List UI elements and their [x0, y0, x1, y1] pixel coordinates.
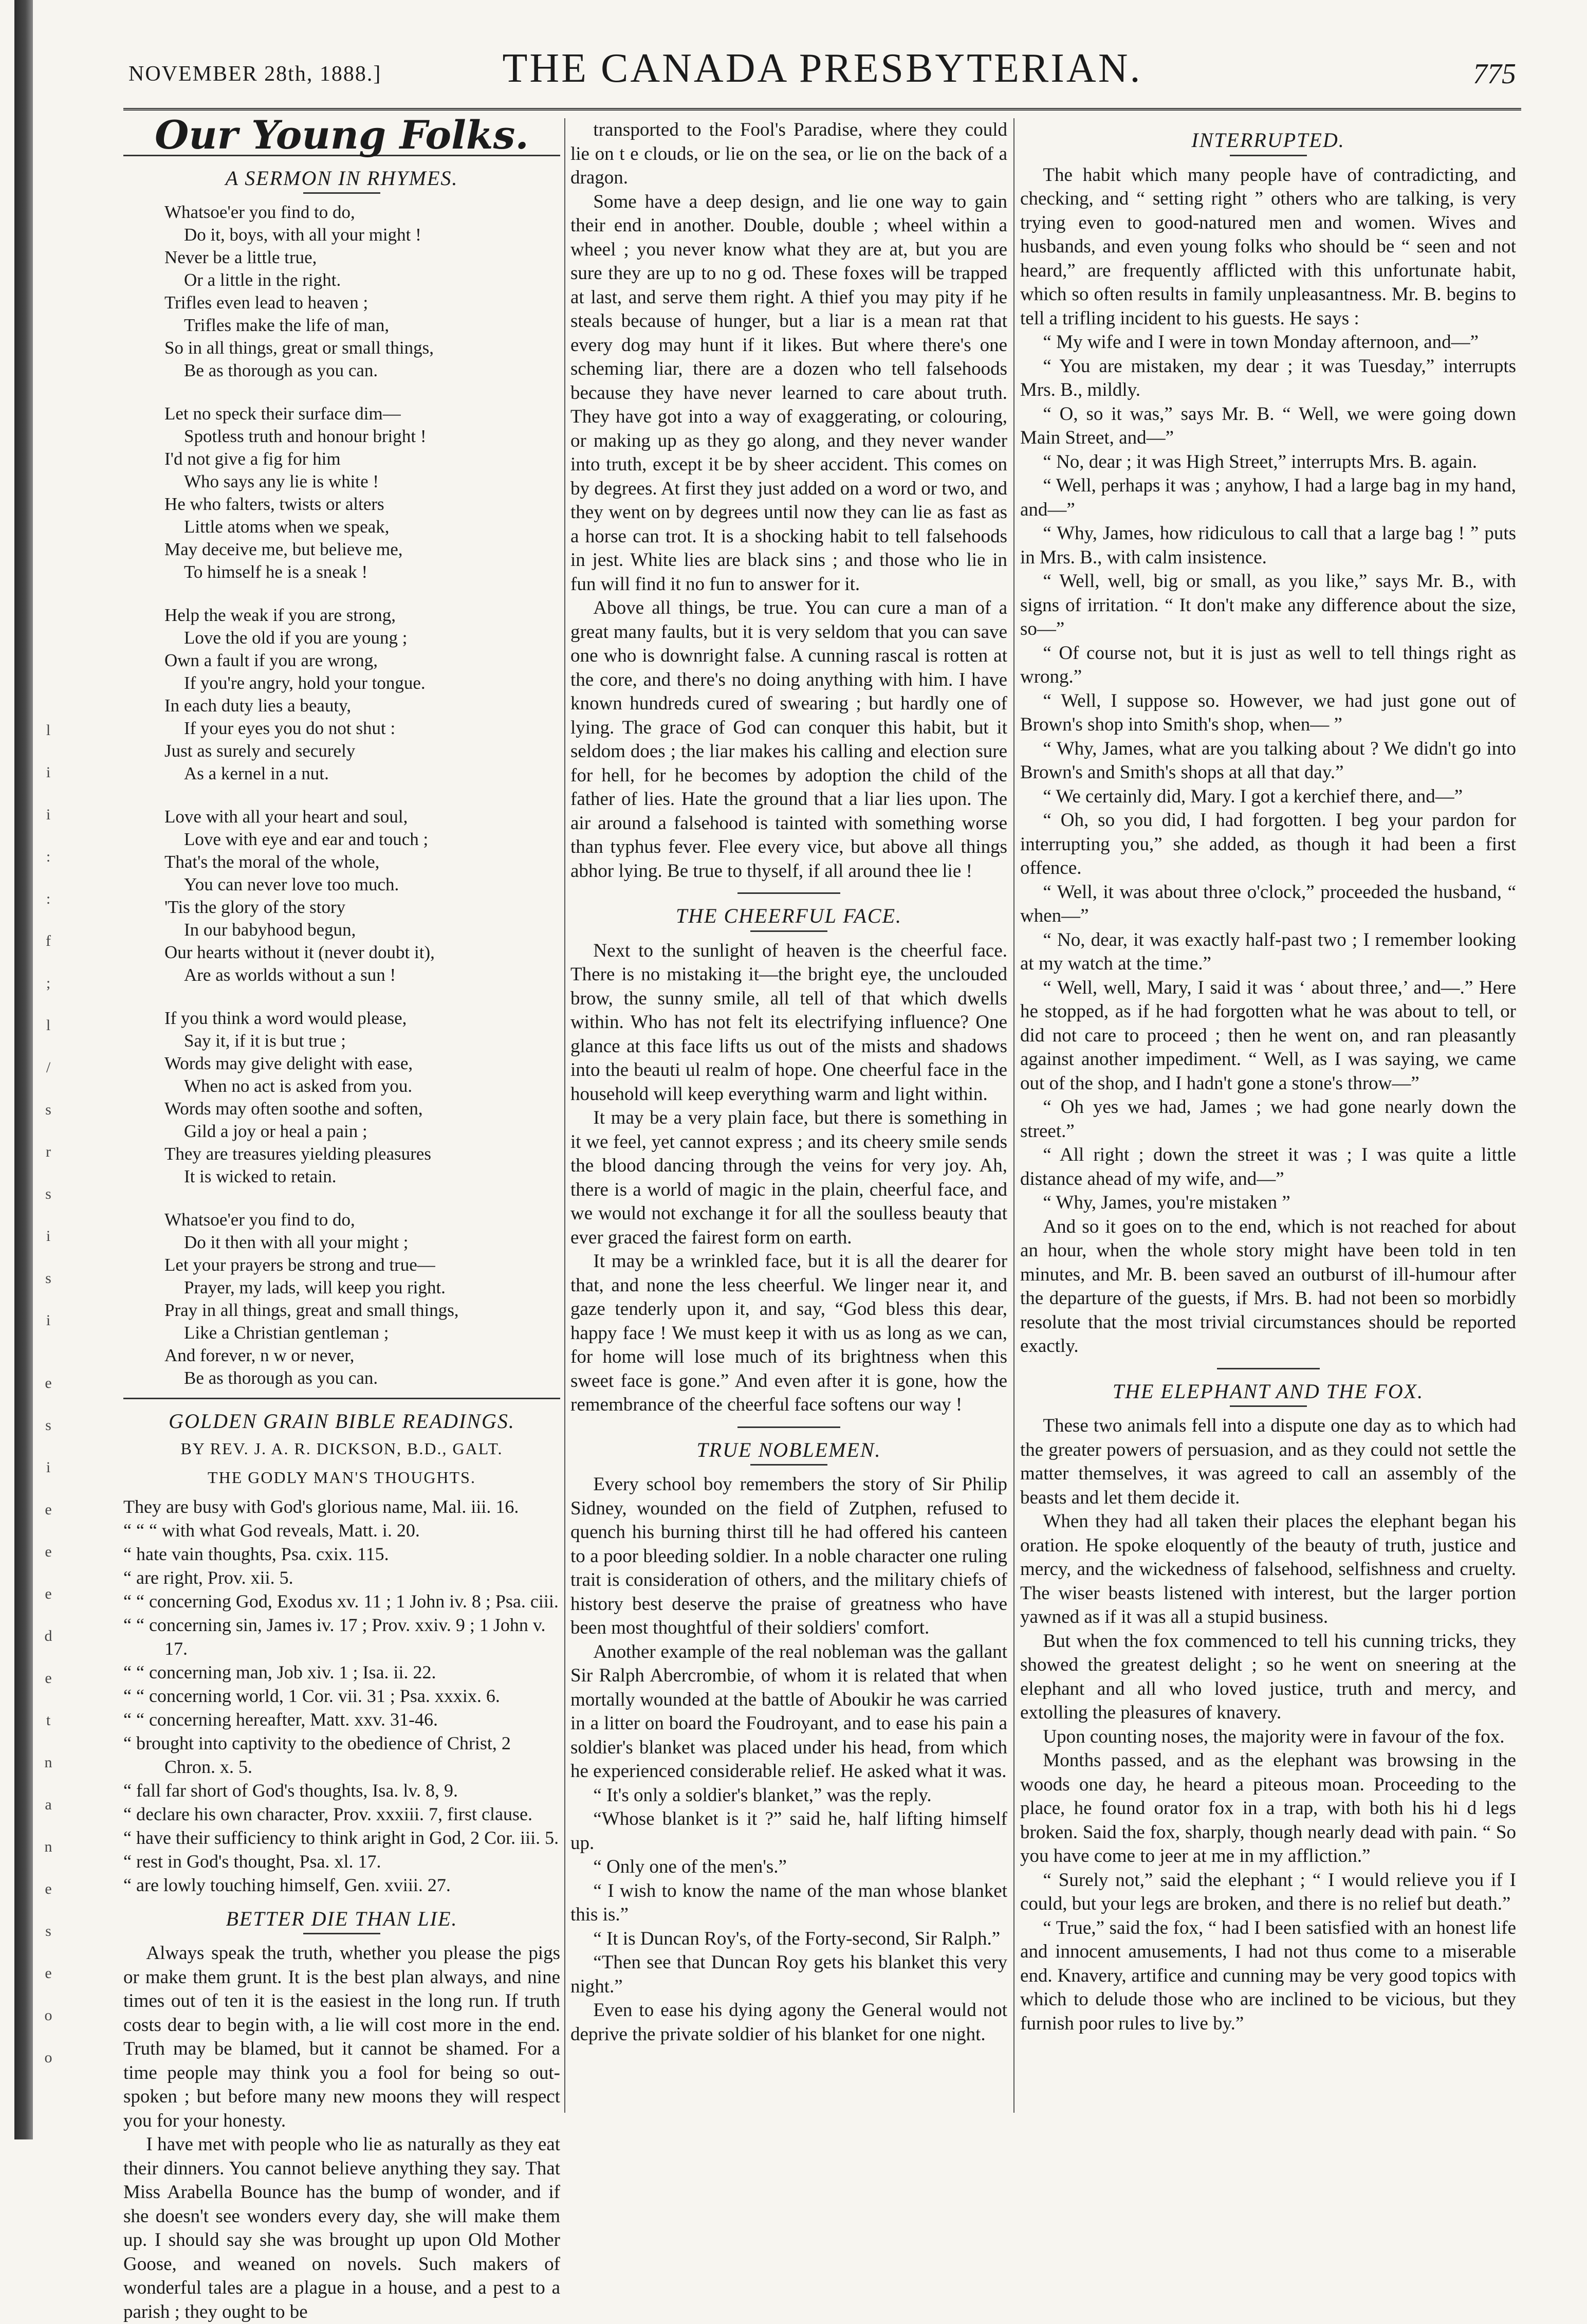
poem-line: Whatsoe'er you find to do,	[164, 202, 355, 222]
margin-mark: o	[44, 2049, 52, 2066]
margin-mark: e	[45, 1670, 52, 1687]
reading-line: “ “ concerning man, Job xiv. 1 ; Isa. ii. 22.	[123, 1661, 436, 1682]
poem-line: Are as worlds without a sun !	[184, 965, 396, 985]
title-rule	[750, 1464, 827, 1466]
poem-line: Just as surely and securely	[164, 741, 356, 761]
reading-line: “ “ concerning world, 1 Cor. vii. 31 ; Psa. xxxix. 6.	[123, 1685, 500, 1706]
margin-mark: i	[46, 1459, 51, 1476]
paragraph: Above all things, be true. You can cure a man of a great many faults, but it is very seldom that you can save one who is downright false. A cunning rascal is rotten at the core, and there's no doing anything with him. I have known hundreds cured of swearing ; but hardly one of lying. The grace of God can conquer this habit, but it seldom does ; the liar makes his calling and election sure for hell, for he becomes by adoption the child of the father of lies. Hate the ground that a liar lies upon. The air around a falsehood is tainted with something worse than typhus fever. Flee every vice, but above all things abhor lying. Be true to thyself, if all around thee lie !	[570, 597, 1007, 882]
page-header	[128, 31, 1516, 93]
margin-mark: :	[46, 848, 51, 865]
poem-line: Let your prayers be strong and true—	[164, 1255, 435, 1275]
paragraph: “ Only one of the men's.”	[593, 1856, 787, 1877]
reading-line: “ are right, Prov. xii. 5.	[123, 1567, 293, 1588]
section-title: Our Young Folks.	[155, 112, 529, 158]
paragraph: “ Why, James, how ridiculous to call that a large bag ! ” puts in Mrs. B., with calm insistence.	[1020, 523, 1516, 568]
paragraph: “ All right ; down the street it was ; I was quite a little distance ahead of my wife, and—”	[1020, 1144, 1516, 1190]
reading-line: “ are lowly touching himself, Gen. xviii. 27.	[123, 1874, 451, 1895]
margin-mark: s	[45, 1185, 51, 1202]
article-rule	[737, 1426, 840, 1428]
poem-line: Love with all your heart and soul,	[164, 807, 408, 827]
poem-line: Words may give delight with ease,	[164, 1053, 413, 1073]
paragraph: “ I wish to know the name of the man whose blanket this is.”	[570, 1880, 1007, 1925]
paragraph: The habit which many people have of contradicting, and checking, and “ setting right ” others who are talking, is very trying even to good-natured men and women. Wives and husbands, and even young folks who should be “ seen and not heard,” are frequently afflicted with this unfortunate habit, which so often results in family unpleasantness. Mr. B. begins to tell a trifling incident to his guests. He says :	[1020, 164, 1516, 329]
article-body	[570, 118, 1007, 883]
poem-line: Pray in all things, great and small things,	[164, 1300, 459, 1320]
poem-line: Words may often soothe and soften,	[164, 1099, 423, 1119]
paragraph: It may be a very plain face, but there is something in it we feel, yet cannot express ; and its cheery smile sends the blood dancing through the veins for very joy. Ah, there is a world of magic in the plain, cheerful face, and we would not exchange it for all the soulless beauty that ever graced the fairest form on earth.	[570, 1107, 1007, 1248]
poem-line: And forever, n w or never,	[164, 1345, 355, 1365]
poem-line: He who falters, twists or alters	[164, 494, 384, 514]
reading-line: “ “ concerning sin, James iv. 17 ; Prov. xxiv. 9 ; 1 John v. 17.	[123, 1614, 546, 1659]
column-rule	[1013, 118, 1014, 2113]
title-rule	[1230, 155, 1307, 156]
paragraph: “ Well, perhaps it was ; anyhow, I had a large bag in my hand, and—”	[1020, 475, 1516, 520]
reading-line: They are busy with God's glorious name, Mal. iii. 16.	[123, 1496, 519, 1517]
article-title: TRUE NOBLEMEN.	[696, 1438, 881, 1461]
paragraph: “ No, dear ; it was High Street,” interrupts Mrs. B. again.	[1043, 451, 1478, 472]
title-rule	[750, 930, 827, 932]
paragraph: “ You are mistaken, my dear ; it was Tuesday,” interrupts Mrs. B., mildly.	[1020, 355, 1516, 400]
reading-line: “ “ “ with what God reveals, Matt. i. 20.	[123, 1520, 420, 1541]
margin-mark: s	[45, 1417, 51, 1434]
paragraph: Next to the sunlight of heaven is the cheerful face. There is no mistaking it—the bright eye, the unclouded brow, the sunny smile, all tell of that which dwells within. Who has not felt its electrifying influence? One glance at this face lifts us out of the mists and shadows into the beauti ul realm of hope. One cheerful face in the household will keep everything warm and light within.	[570, 940, 1007, 1105]
column-rule	[564, 118, 565, 2113]
margin-marks-upper	[38, 709, 59, 1342]
poem-line: Do it then with all your might ;	[184, 1232, 409, 1252]
masthead: THE CANADA PRESBYTERIAN.	[502, 46, 1142, 91]
reading-line: “ fall far short of God's thoughts, Isa. lv. 8, 9.	[123, 1780, 458, 1801]
article-title: A SERMON IN RHYMES.	[225, 166, 458, 190]
margin-mark: a	[45, 1796, 52, 1813]
article-body	[570, 939, 1007, 1417]
subheading: THE GODLY MAN'S THOUGHTS.	[208, 1468, 476, 1487]
poem-line: Gild a joy or heal a pain ;	[184, 1121, 367, 1141]
poem-line: Who says any lie is white !	[184, 471, 379, 491]
paragraph: I have met with people who lie as naturally as they eat their dinners. You cannot believe anything they say. That Miss Arabella Bounce has the bump of wonder, and if she doesn't see wonders every day, she will make them up. I should say she was brought up upon Old Mother Goose, and weaned on novels. Such makers of wonderful tales are a plague in a house, and a pest to a parish ; they ought to be	[123, 2134, 560, 2322]
margin-mark: i	[46, 806, 51, 823]
margin-mark: t	[46, 1712, 51, 1729]
byline: BY REV. J. A. R. DICKSON, B.D., GALT.	[180, 1439, 503, 1458]
paragraph: Every school boy remembers the story of Sir Philip Sidney, wounded on the field of Zutphen, refused to quench his burning thirst till he had offered his canteen to a poor bleeding soldier. In a noble character one ruling trait is consideration of others, and the military chiefs of history best deserve the praise of greatness who have been most thoughtful of their soldiers' comfort.	[570, 1474, 1007, 1638]
header-rule	[123, 108, 1521, 111]
poem-line: Never be a little true,	[164, 247, 317, 267]
paragraph: “Whose blanket is it ?” said he, half lifting himself up.	[570, 1808, 1007, 1854]
paragraph: “ True,” said the fox, “ had I been satisfied with an honest life and innocent amusements, I had not thus come to a miserable end. Knavery, artifice and cunning may be very good topics with which to delude those who are inclined to be vicious, but they furnish poor rules to live by.”	[1020, 1917, 1516, 2034]
paragraph: “ Surely not,” said the elephant ; “ I would relieve you if I could, but your legs are broken, and there is no relief but death.”	[1020, 1869, 1516, 1914]
poem-line: I'd not give a fig for him	[164, 449, 341, 469]
paragraph: “ No, dear, it was exactly half-past two ; I remember looking at my watch at the time.”	[1020, 929, 1516, 974]
poem-line: In our babyhood begun,	[184, 920, 356, 940]
paragraph: “ Of course not, but it is just as well to tell things right as wrong.”	[1020, 642, 1516, 687]
paragraph: “ My wife and I were in town Monday afternoon, and—”	[1043, 332, 1479, 353]
paragraph: It may be a wrinkled face, but it is all the dearer for that, and none the less cheerful. We linger near it, and gaze tenderly upon it, and say, “God bless this dear, happy face ! We must keep it with us as long as we can, for home will lose much of its brightness when this sweet face is gone.” And even after it is gone, how the remembrance of the cheerful face softens our way !	[570, 1251, 1007, 1415]
poem-line: Spotless truth and honour bright !	[184, 426, 427, 446]
poem-line: If you think a word would please,	[164, 1008, 407, 1028]
reading-line: “ hate vain thoughts, Psa. cxix. 115.	[123, 1543, 389, 1564]
page-edge-shadow	[14, 0, 33, 2139]
paragraph: Some have a deep design, and lie one way to gain their end in another. Double, double ; wheel within a wheel ; you never know what they are at, but you are sure they are up to no g od. These foxes will be trapped at last, and serve them right. A thief you may pity if he steals because of hunger, but a liar is a mean rat that every dog may hunt if it likes. But where there's one scheming liar, there are a dozen who tell falsehoods because they have never learned to care about truth. They have got into a way of exaggerating, or colouring, or making up as they go along, and they never wander into truth, except it be by sheer accident. This comes on by degrees. At first they just added on a word or two, and they went on by degrees until now they can lie as fast as a horse can trot. It is a shocking habit to tell falsehoods in jest. White lies are black sins ; and those who lie in fun will find it no fun to answer for it.	[570, 191, 1007, 595]
stanza-gap	[164, 785, 560, 806]
margin-mark: s	[45, 1923, 51, 1939]
margin-marks-lower	[38, 1362, 59, 2079]
paragraph: Upon counting noses, the majority were in favour of the fox.	[1043, 1726, 1505, 1747]
margin-mark: /	[46, 1059, 51, 1076]
margin-mark: e	[45, 1965, 52, 1982]
margin-mark: s	[45, 1101, 51, 1118]
poem-line: If you're angry, hold your tongue.	[184, 673, 426, 693]
stanza-gap	[164, 986, 560, 1007]
article-title: INTERRUPTED.	[1191, 129, 1345, 152]
title-rule	[1230, 1405, 1307, 1407]
poem-line: It is wicked to retain.	[184, 1166, 337, 1186]
paragraph: Always speak the truth, whether you please the pigs or make them grunt. It is the best plan always, and nine times out of ten it is the easiest in the long run. If truth costs dear to begin with, a lie will cost more in the end. Truth may be blamed, but it cannot be shamed. For a time people may think you a fool for being so out-spoken ; but before many new moons they will respect you for your honesty.	[123, 1943, 560, 2131]
stanza-gap	[164, 583, 560, 604]
poem-line: Our hearts without it (never doubt it),	[164, 942, 435, 962]
article-body	[123, 1942, 560, 2324]
reading-line: “ brought into captivity to the obedience of Christ, 2 Chron. x. 5.	[123, 1732, 511, 1777]
poem-line: To himself he is a sneak !	[184, 562, 368, 582]
poem-line: Love the old if you are young ;	[184, 628, 408, 648]
poem-line: In each duty lies a beauty,	[164, 696, 352, 716]
sermon-poem	[164, 201, 560, 1389]
column-2	[570, 118, 1007, 2113]
margin-mark: l	[46, 1017, 51, 1034]
poem-line: So in all things, great or small things,	[164, 338, 434, 358]
paragraph: “ Well, I suppose so. However, we had just gone out of Brown's shop into Smith's shop, when— ”	[1020, 690, 1516, 735]
issue-date: NOVEMBER 28th, 1888.]	[128, 62, 382, 86]
margin-mark: ;	[46, 975, 51, 992]
article-title: THE ELEPHANT AND THE FOX.	[1112, 1379, 1424, 1403]
paragraph: “ Well, it was about three o'clock,” proceeded the husband, “ when—”	[1020, 881, 1516, 926]
margin-mark: o	[44, 2007, 52, 2024]
paragraph: “ It's only a soldier's blanket,” was the reply.	[593, 1784, 932, 1806]
paragraph: “ Why, James, what are you talking about ? We didn't go into Brown's and Smith's shops at all that day.”	[1020, 738, 1516, 783]
title-rule	[303, 192, 380, 194]
poem-line: Or a little in the right.	[184, 270, 341, 290]
paragraph: When they had all taken their places the elephant began his oration. He spoke eloquently of the beauty of truth, justice and mercy, and the wickedness of falsehood, selfishness and cruelty. The wiser beasts listened with interest, but the larger portion yawned as if it was all a stupid business.	[1020, 1511, 1516, 1627]
margin-mark: e	[45, 1543, 52, 1560]
margin-mark: r	[46, 1143, 51, 1160]
poem-line: Prayer, my lads, will keep you right.	[184, 1277, 446, 1297]
poem-line: Whatsoe'er you find to do,	[164, 1210, 355, 1230]
reading-line: “ declare his own character, Prov. xxxiii. 7, first clause.	[123, 1803, 532, 1824]
article-body	[1020, 163, 1516, 1359]
paragraph: Another example of the real nobleman was the gallant Sir Ralph Abercrombie, of whom it is related that when mortally wounded at the battle of Aboukir he was carried in a litter on board the Foudroyant, and to ease his pain a soldier's blanket was placed under his head, from which he experienced considerable relief. He asked what it was.	[570, 1641, 1007, 1782]
margin-mark: i	[46, 1312, 51, 1329]
poem-line: When no act is asked from you.	[184, 1076, 413, 1096]
poem-line: Let no speck their surface dim—	[164, 404, 401, 424]
article-body	[1020, 1414, 1516, 2036]
margin-mark: f	[46, 932, 51, 949]
paragraph: “ We certainly did, Mary. I got a kerchief there, and—”	[1043, 785, 1463, 807]
poem-line: Own a fault if you are wrong,	[164, 650, 378, 670]
poem-line: As a kernel in a nut.	[184, 763, 329, 783]
margin-mark: e	[45, 1585, 52, 1602]
paragraph: Months passed, and as the elephant was browsing in the woods one day, he heard a piteous moan. Proceeding to the place, he found orator fox in a trap, with both his hi d legs broken. Said the fox, sharply, though nearly dead with pain. “ So you have come to jeer at me in my affliction.”	[1020, 1750, 1516, 1866]
paragraph: “ Oh yes we had, James ; we had gone nearly down the street.”	[1020, 1096, 1516, 1142]
reading-line: “ “ concerning hereafter, Matt. xxv. 31-46.	[123, 1709, 438, 1730]
paragraph: “Then see that Duncan Roy gets his blanket this very night.”	[570, 1952, 1007, 1997]
paragraph: “ Why, James, you're mistaken ”	[1043, 1192, 1290, 1213]
margin-mark: l	[46, 722, 51, 739]
margin-mark: i	[46, 1228, 51, 1245]
bible-readings	[123, 1495, 560, 1897]
poem-line: That's the moral of the whole,	[164, 852, 380, 872]
poem-line: Do it, boys, with all your might !	[184, 225, 421, 245]
title-rule	[303, 1933, 380, 1934]
poem-line: They are treasures yielding pleasures	[164, 1144, 431, 1164]
paragraph: “ Well, well, Mary, I said it was ‘ about three,’ and—.” Here he stopped, as if he had forgotten what he was about to tell, or did not care to proceed ; then he went on, and ran pleasantly against another impediment. “ Well, as I was saying, we came out of the shop, and I hadn't gone a stone's throw—”	[1020, 977, 1516, 1094]
poem-line: If your eyes you do not shut :	[184, 718, 396, 738]
paragraph: “ Oh, so you did, I had forgotten. I beg your pardon for interrupting you,” she added, as though it had been a first offence.	[1020, 810, 1516, 879]
poem-line: 'Tis the glory of the story	[164, 897, 346, 917]
article-rule	[1217, 1368, 1320, 1369]
article-rule	[737, 892, 840, 894]
margin-mark: n	[44, 1754, 52, 1771]
stanza-gap	[164, 382, 560, 402]
paragraph: Even to ease his dying agony the General would not deprive the private soldier of his blanket for one night.	[570, 2000, 1007, 2045]
paragraph: “ O, so it was,” says Mr. B. “ Well, we were going down Main Street, and—”	[1020, 403, 1516, 448]
article-title: BETTER DIE THAN LIE.	[226, 1907, 458, 1930]
poem-line: Be as thorough as you can.	[184, 1368, 378, 1388]
paragraph: “ It is Duncan Roy's, of the Forty-second, Sir Ralph.”	[593, 1928, 1001, 1949]
poem-line: Love with eye and ear and touch ;	[184, 829, 429, 849]
poem-line: Trifles even lead to heaven ;	[164, 292, 368, 313]
page-number: 775	[1473, 58, 1516, 90]
margin-mark: e	[45, 1501, 52, 1518]
poem-line: Like a Christian gentleman ;	[184, 1323, 389, 1343]
margin-mark: n	[44, 1838, 52, 1855]
paragraph: But when the fox commenced to tell his cunning tricks, they showed the greatest delight ; so he went on sneering at the elephant and all who loved justice, truth and mercy, and extolling the pleasures of knavery.	[1020, 1630, 1516, 1723]
poem-line: Help the weak if you are strong,	[164, 605, 396, 625]
paragraph: And so it goes on to the end, which is not reached for about an hour, when the whole story might have been told in ten minutes, and Mr. B. been saved an outburst of ill-humour after the departure of the guests, if Mrs. B. had not been so morbidly resolute that the most trivial circumstances should be reported exactly.	[1020, 1216, 1516, 1357]
margin-mark: i	[46, 764, 51, 781]
reading-line: “ “ concerning God, Exodus xv. 11 ; 1 John iv. 8 ; Psa. ciii.	[123, 1590, 559, 1612]
margin-mark: :	[46, 890, 51, 907]
paragraph: These two animals fell into a dispute one day as to which had the greater powers of persuasion, and as they could not settle the matter themselves, it was agreed to call an assembly of the beasts and let them decide it.	[1020, 1415, 1516, 1508]
poem-line: Be as thorough as you can.	[184, 360, 378, 380]
paragraph: “ Well, well, big or small, as you like,” says Mr. B., with signs of irritation. “ It don't make any difference about the size, so—”	[1020, 571, 1516, 639]
reading-line: “ rest in God's thought, Psa. xl. 17.	[123, 1851, 381, 1872]
column-1	[123, 112, 560, 2322]
margin-mark: d	[44, 1627, 52, 1644]
article-title: GOLDEN GRAIN BIBLE READINGS.	[169, 1410, 515, 1433]
margin-mark: e	[45, 1880, 52, 1897]
article-title: THE CHEERFUL FACE.	[675, 904, 902, 927]
reading-line: “ have their sufficiency to think aright in God, 2 Cor. iii. 5.	[123, 1827, 559, 1848]
paragraph: transported to the Fool's Paradise, where they could lie on t e clouds, or lie on the sea, or lie on the back of a dragon.	[570, 119, 1007, 188]
column-3	[1020, 118, 1516, 2113]
poem-line: Say it, if it is but true ;	[184, 1031, 346, 1051]
article-rule	[123, 1398, 560, 1399]
poem-line: Trifles make the life of man,	[184, 315, 390, 335]
stanza-gap	[164, 1188, 560, 1209]
poem-line: May deceive me, but believe me,	[164, 539, 403, 559]
poem-line: Little atoms when we speak,	[184, 517, 390, 537]
margin-mark: s	[45, 1270, 51, 1287]
margin-mark: e	[45, 1375, 52, 1392]
poem-line: You can never love too much.	[184, 874, 399, 894]
article-body	[570, 1473, 1007, 2046]
